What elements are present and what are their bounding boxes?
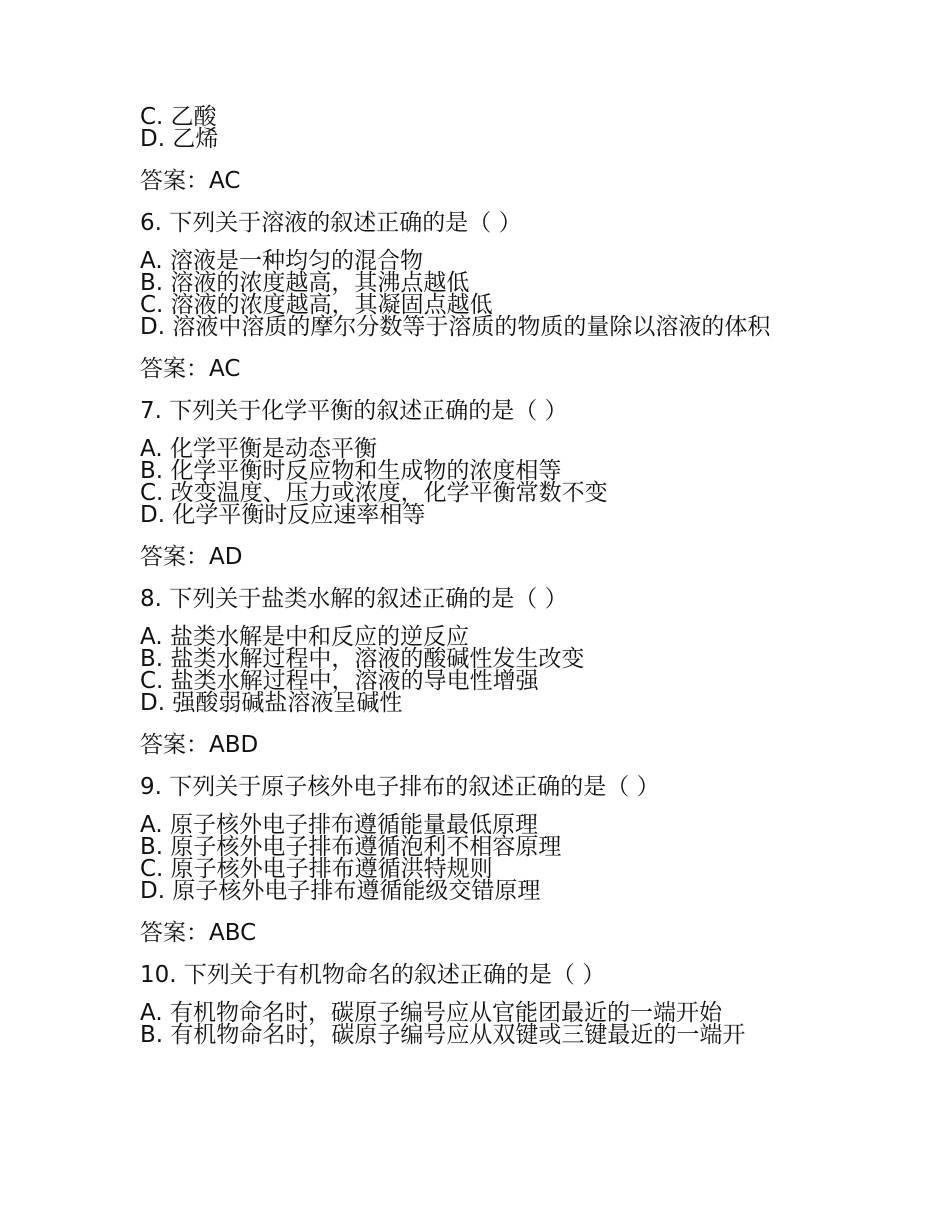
option-a: A. 原子核外电子排布遵循能量最低原理 (140, 812, 538, 838)
option-list (140, 250, 820, 338)
question-stem: 10. 下列关于有机物命名的叙述正确的是（ ） (140, 962, 606, 988)
option-d: D. 化学平衡时反应速率相等 (140, 502, 426, 528)
answer: 答案：AD (140, 544, 243, 570)
question-9 (140, 774, 820, 946)
option-c: C. 溶液的浓度越高，其凝固点越低 (140, 292, 493, 318)
option-b: B. 化学平衡时反应物和生成物的浓度相等 (140, 458, 562, 484)
question-stem: 6. 下列关于溶液的叙述正确的是（ ） (140, 210, 522, 236)
option-d: D. 原子核外电子排布遵循能级交错原理 (140, 878, 541, 904)
option-b: B. 溶液的浓度越高，其沸点越低 (140, 270, 470, 296)
option-b: B. 有机物命名时，碳原子编号应从双键或三键最近的一端开 (140, 1022, 746, 1048)
option-c: C. 盐类水解过程中，溶液的导电性增强 (140, 668, 539, 694)
option-a: A. 有机物命名时，碳原子编号应从官能团最近的一端开始 (140, 1000, 722, 1026)
answer: 答案：AC (140, 356, 241, 382)
option-d: D. 乙烯 (140, 126, 219, 152)
question-stem: 7. 下列关于化学平衡的叙述正确的是（ ） (140, 398, 568, 424)
option-d: D. 强酸弱碱盐溶液呈碱性 (140, 690, 403, 716)
question-6 (140, 210, 820, 382)
option-list (140, 1002, 820, 1046)
option-list (140, 626, 820, 714)
question-8 (140, 586, 820, 758)
option-d: D. 溶液中溶质的摩尔分数等于溶质的物质的量除以溶液的体积 (140, 314, 771, 340)
answer: 答案：ABC (140, 920, 257, 946)
option-c: C. 改变温度、压力或浓度，化学平衡常数不变 (140, 480, 608, 506)
document-page (140, 106, 820, 1046)
question-10 (140, 962, 820, 1046)
question-7 (140, 398, 820, 570)
option-b: B. 原子核外电子排布遵循泡利不相容原理 (140, 834, 562, 860)
question-stem: 8. 下列关于盐类水解的叙述正确的是（ ） (140, 586, 568, 612)
option-list (140, 438, 820, 526)
answer: 答案：ABD (140, 732, 259, 758)
option-c: C. 原子核外电子排布遵循洪特规则 (140, 856, 493, 882)
option-b: B. 盐类水解过程中，溶液的酸碱性发生改变 (140, 646, 585, 672)
option-a: A. 化学平衡是动态平衡 (140, 436, 377, 462)
option-a: A. 溶液是一种均匀的混合物 (140, 248, 423, 274)
option-list (140, 814, 820, 902)
option-a: A. 盐类水解是中和反应的逆反应 (140, 624, 469, 650)
answer-5: 答案：AC (140, 168, 241, 194)
question-stem: 9. 下列关于原子核外电子排布的叙述正确的是（ ） (140, 774, 660, 800)
lead-options (140, 106, 820, 150)
option-c: C. 乙酸 (140, 104, 217, 130)
